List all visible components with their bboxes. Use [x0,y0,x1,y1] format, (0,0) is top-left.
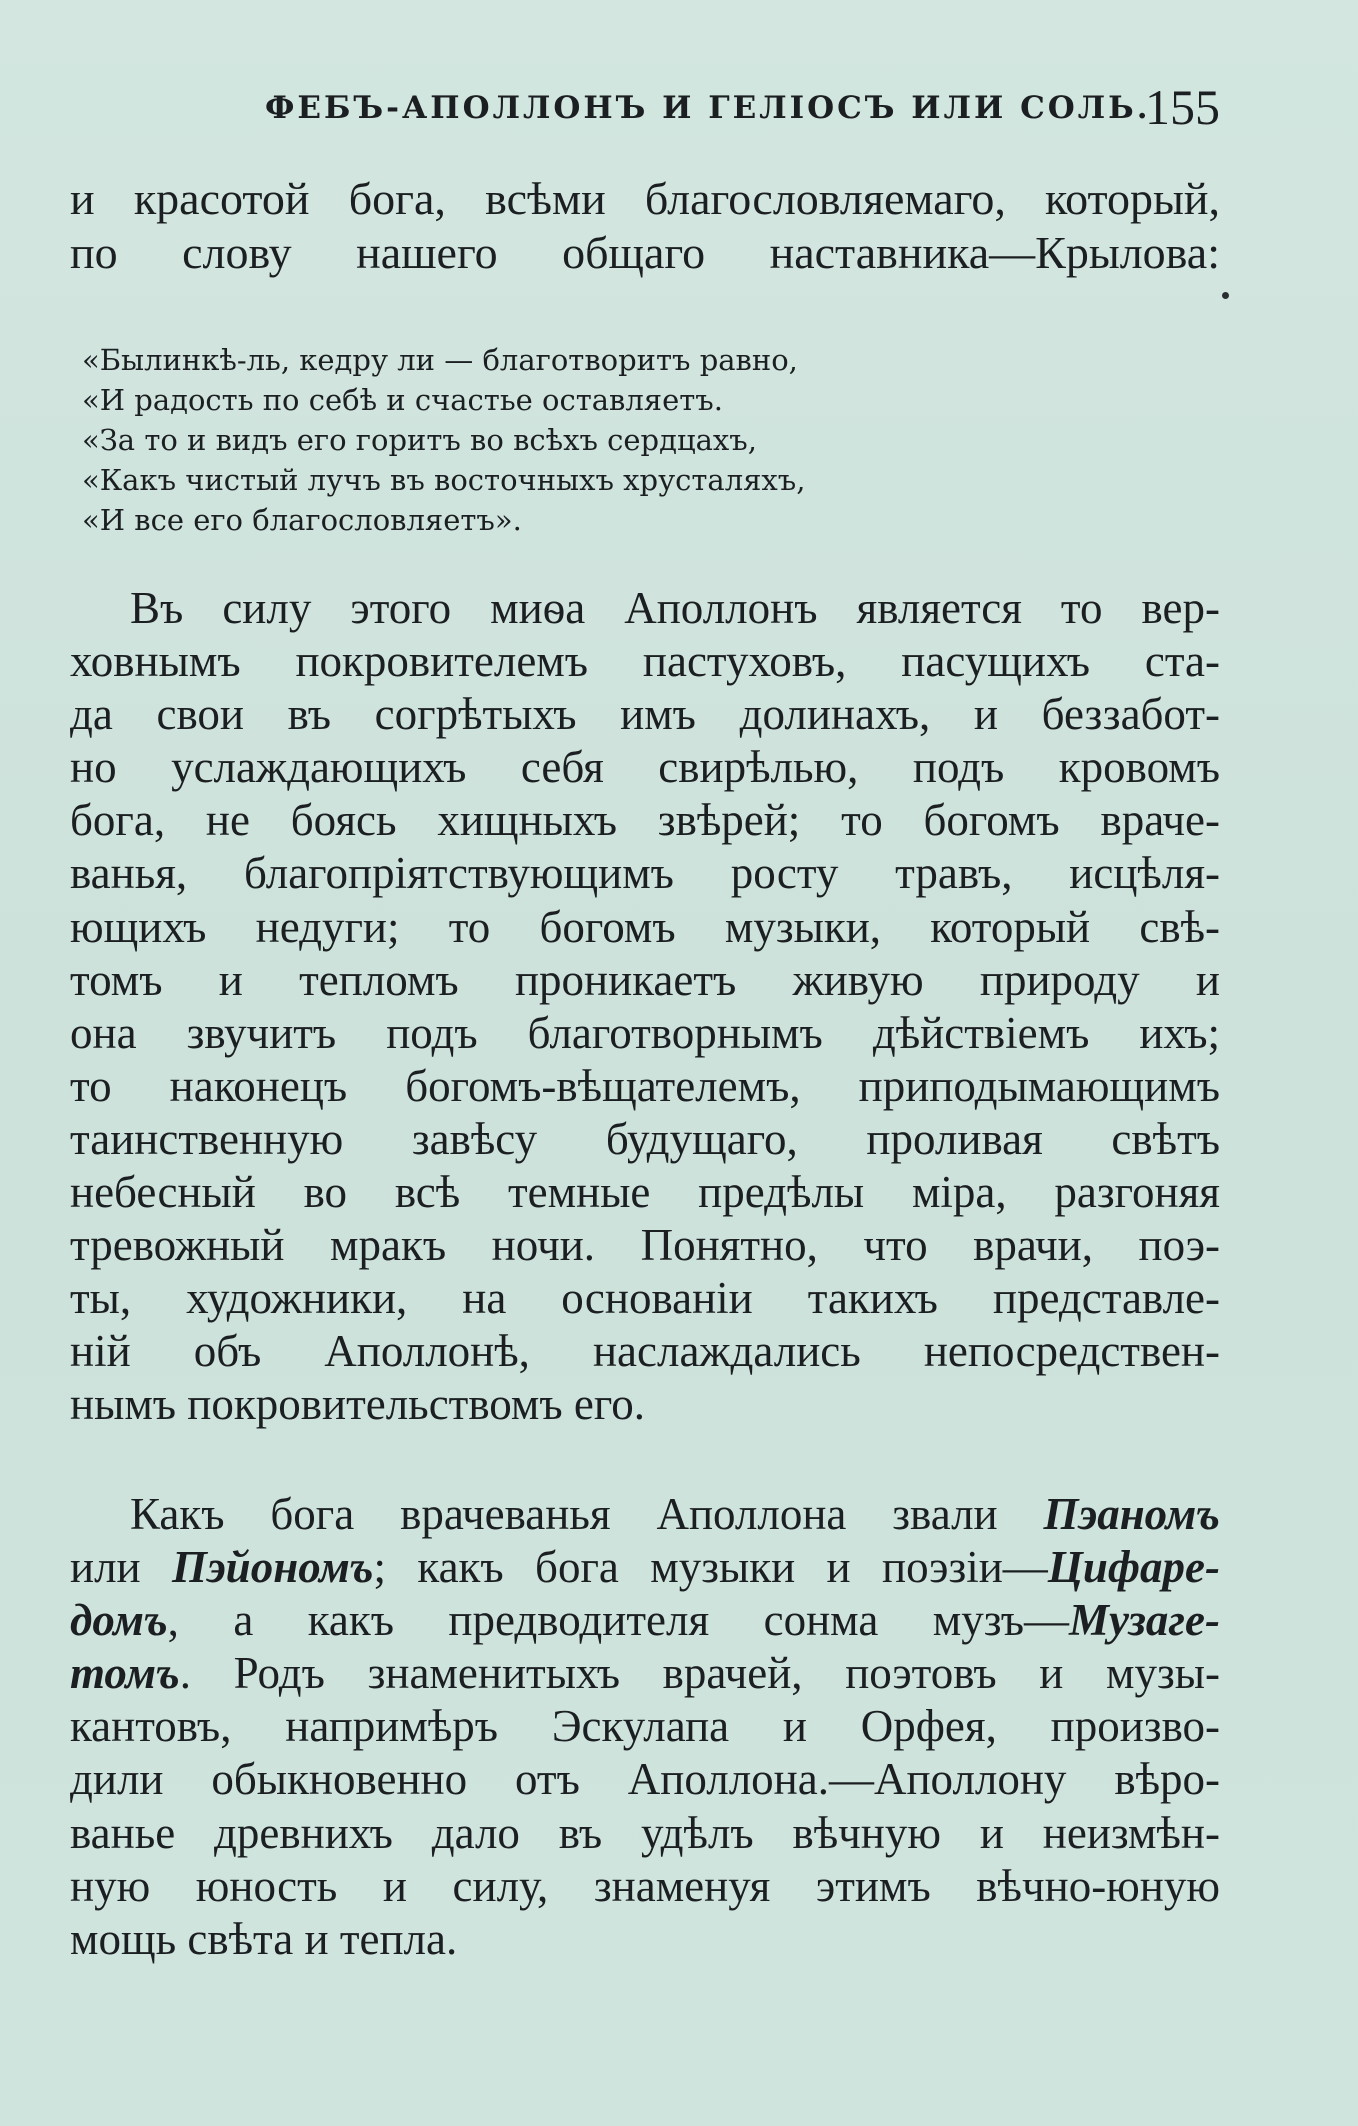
poem-line: «И все его благословляетъ». [82,503,522,537]
text-line: она звучитъ подъ благотворнымъ дѣйствіемъ ихъ; [70,1007,1220,1058]
text-line: ванье древнихъ дало въ удѣлъ вѣчную и неизмѣн- [70,1807,1220,1858]
text-line: по слову нашего общаго наставника—Крылова: [70,227,1220,278]
text-line: но услаждающихъ себя свирѣлью, подъ кровомъ [70,742,1220,793]
poem-line: «За то и видъ его горитъ во всѣхъ сердцахъ, [82,423,757,457]
italic-term: Пэаномъ [1043,1489,1220,1539]
text-line: мощь свѣта и тепла. [70,1913,458,1964]
text-line: то наконецъ богомъ-вѣщателемъ, приподымающимъ [70,1060,1220,1111]
text-line: ющихъ недуги; то богомъ музыки, который свѣ- [70,901,1220,952]
text-line: и красотой бога, всѣми благословляемаго, который, [70,173,1220,224]
text-line: ную юность и силу, знаменуя этимъ вѣчно-юную [70,1860,1220,1911]
text-line: ты, художники, на основаніи такихъ представле- [70,1273,1220,1324]
text-line: ховнымъ покровителемъ пастуховъ, пасущихъ ста- [70,636,1220,687]
text-line: нымъ покровительствомъ его. [70,1379,645,1430]
text-line: Въ силу этого миѳа Аполлонъ является то вер- [130,583,1220,633]
text-line [70,1488,1220,1541]
page-number: 155 [1145,79,1220,135]
italic-term: Пэйономъ [172,1542,374,1593]
text-line: таинственную завѣсу будущаго, проливая свѣтъ [70,1113,1220,1164]
italic-term: домъ [70,1595,168,1646]
poem-line: «И радость по себѣ и счастье оставляетъ. [82,383,723,417]
page-header [70,79,1220,142]
poem-quote [82,340,982,540]
text-line: тревожный мракъ ночи. Понятно, что врачи, поэ- [70,1220,1220,1271]
print-speck [1222,292,1229,299]
italic-term: Цифаре- [1047,1542,1221,1593]
text-run: или [70,1542,172,1593]
text-line: томъ и тепломъ проникаетъ живую природу и [70,954,1220,1005]
intro-paragraph [70,172,1220,280]
second-paragraph [70,1488,1220,1966]
text-line: кантовъ, напримѣръ Эскулапа и Орфея, произво- [70,1701,1220,1752]
text-line: дили обыкновенно отъ Аполлона.—Аполлону вѣро- [70,1754,1220,1805]
italic-term: томъ [70,1648,180,1699]
text-line: ванья, благопріятствующимъ росту травъ, исцѣля- [70,848,1220,899]
text-line [70,1647,1220,1700]
italic-term: Музаге- [1068,1595,1220,1646]
text-run: . Родъ знаменитыхъ врачей, поэтовъ и музы- [179,1648,1220,1699]
text-run: , а какъ предводителя сонма музъ— [167,1595,1069,1646]
running-head: ФЕБЪ-АПОЛЛОНЪ И ГЕЛІОСЪ ИЛИ СОЛЬ. [265,90,1151,126]
text-line: бога, не боясь хищныхъ звѣрей; то богомъ враче- [70,795,1220,846]
poem-line: «Былинкѣ-ль, кедру ли — благотворитъ равно, [82,343,798,377]
text-run: Какъ бога врачеванья Аполлона звали [130,1489,1044,1539]
main-paragraph [70,582,1220,1432]
text-line [70,1594,1220,1647]
text-line: да свои въ согрѣтыхъ имъ долинахъ, и беззабот- [70,689,1220,740]
text-line: небесный во всѣ темные предѣлы міра, разгоняя [70,1167,1220,1218]
text-run: ; какъ бога музыки и поэзіи— [373,1542,1048,1593]
text-line [70,1541,1220,1594]
text-line: ній объ Аполлонѣ, наслаждались непосредствен- [70,1326,1220,1377]
poem-line: «Какъ чистый лучъ въ восточныхъ хрусталяхъ, [82,463,806,497]
